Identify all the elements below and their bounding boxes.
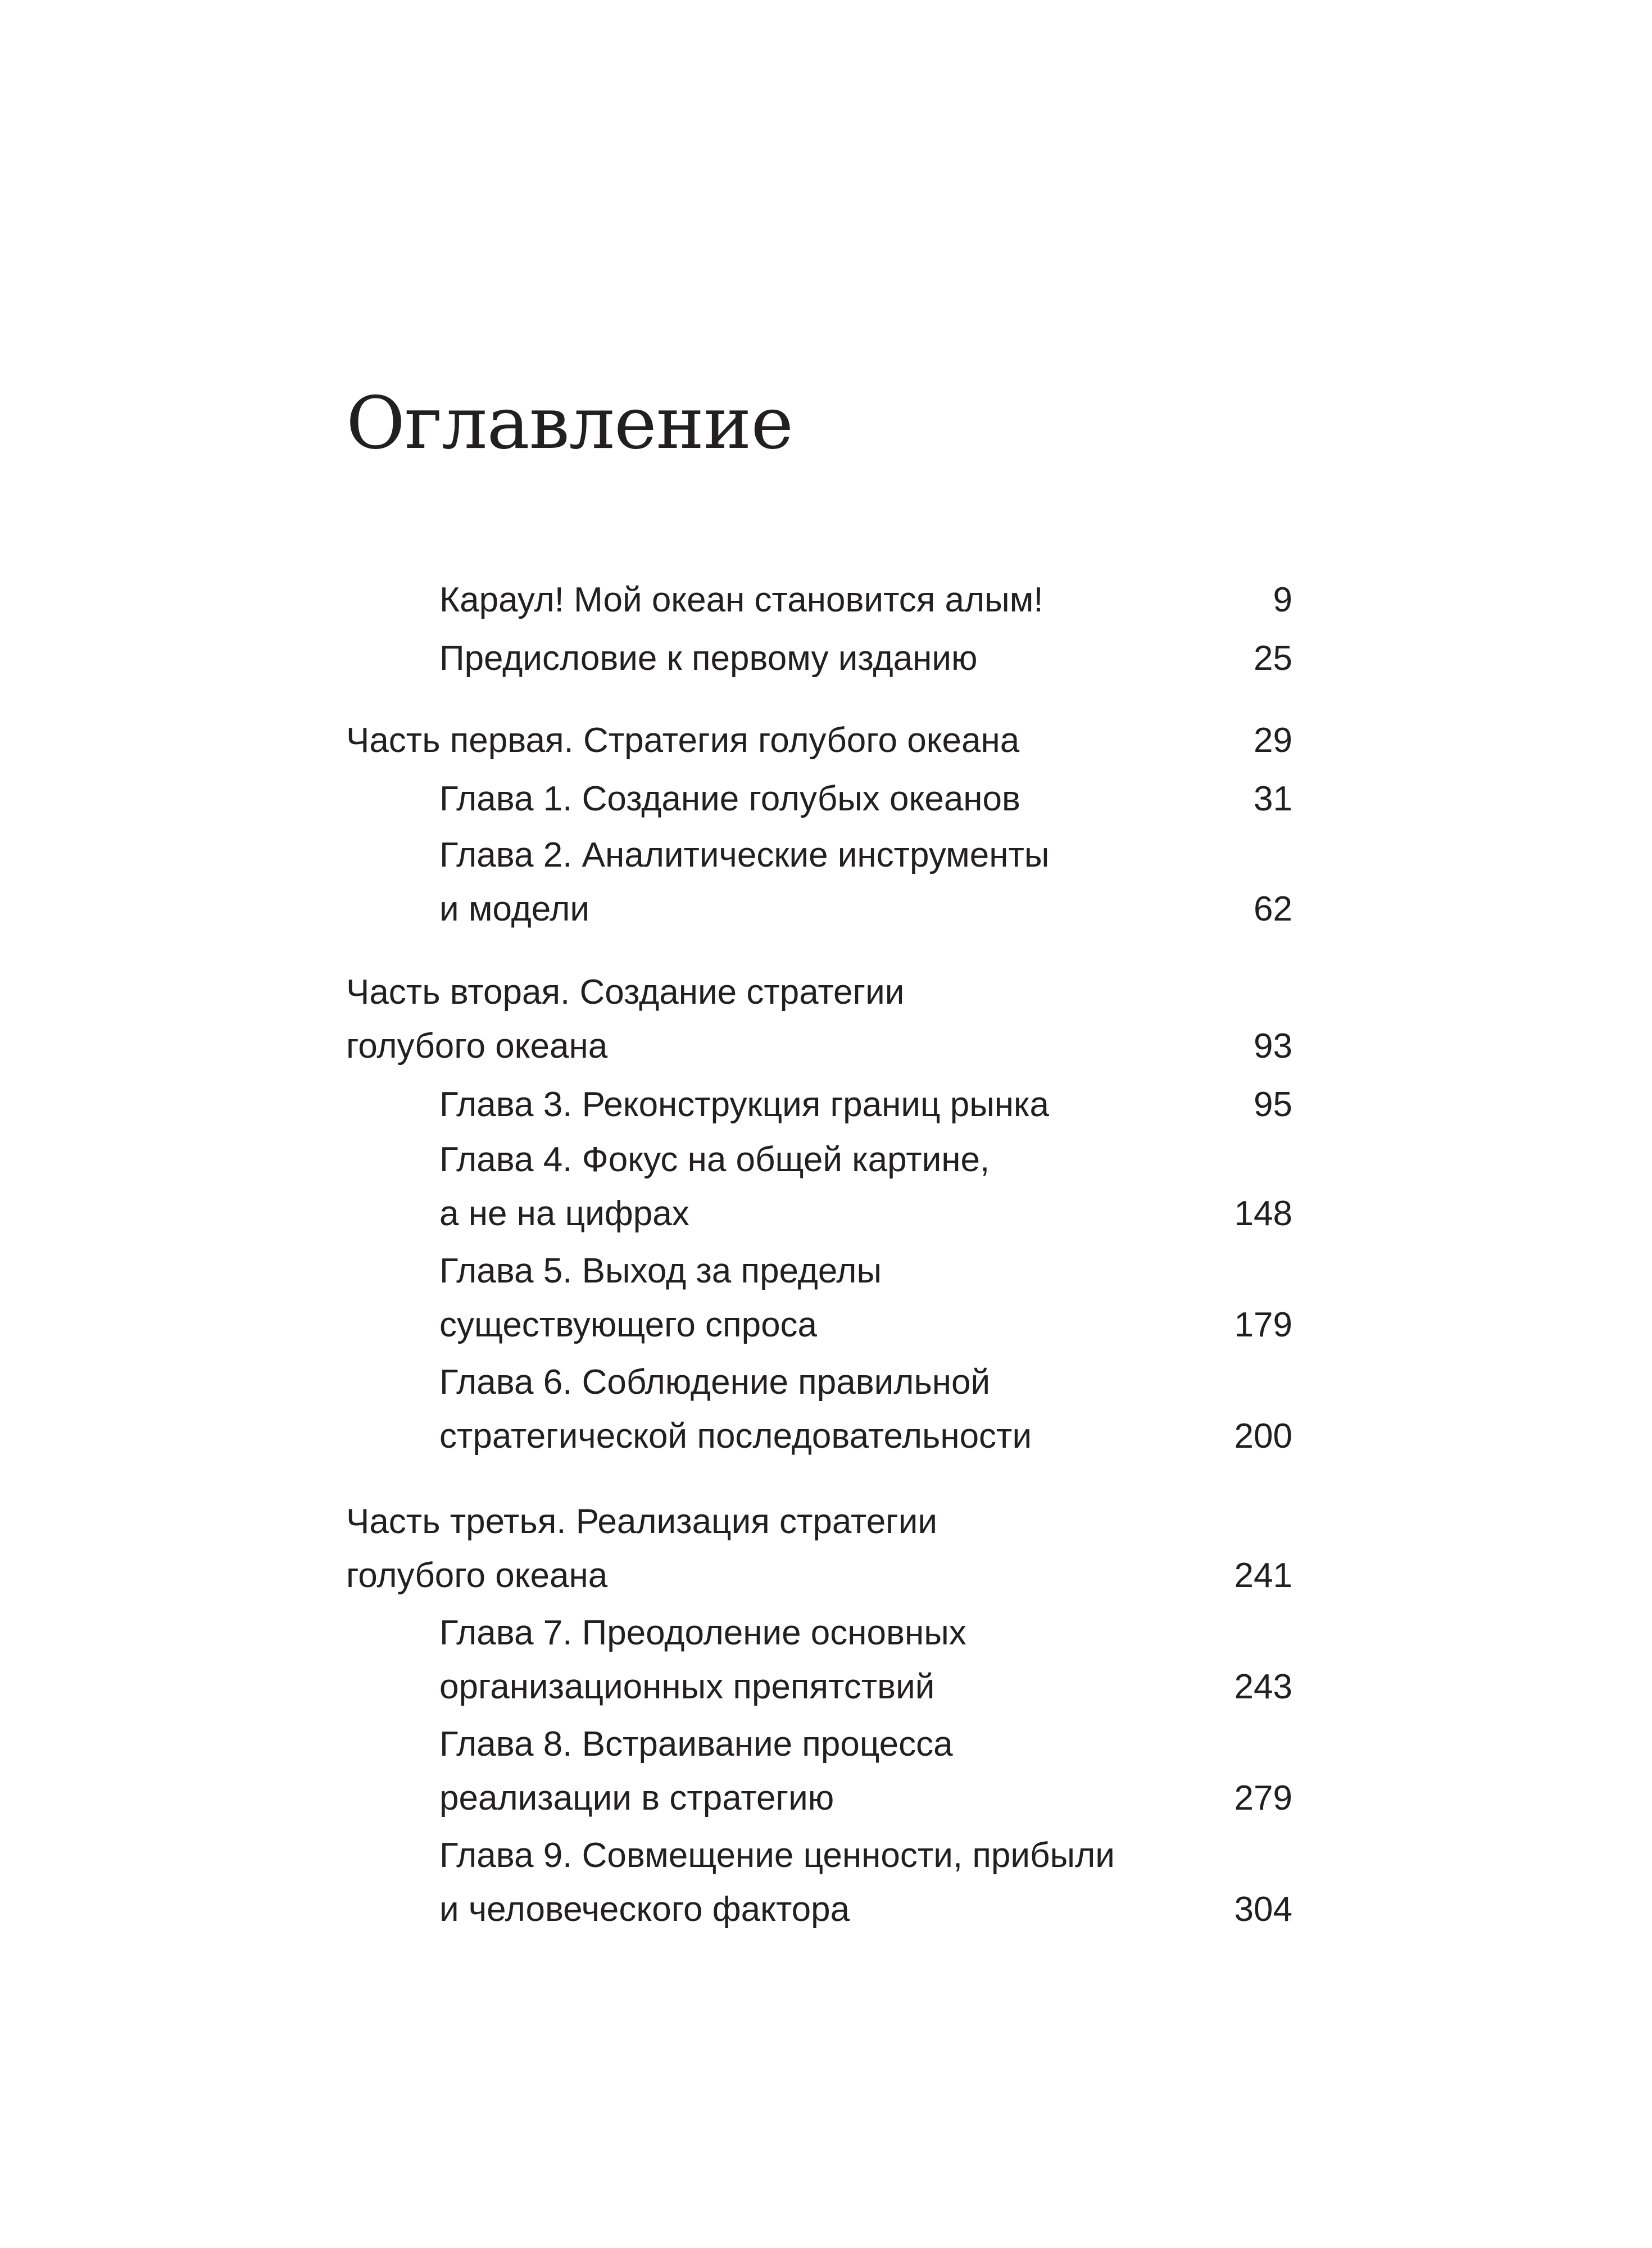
toc-entry-chapter-2[interactable] bbox=[346, 828, 1292, 936]
toc-entry-title: Глава 3. Реконструкция границ рынка bbox=[439, 1085, 1049, 1124]
toc-entry-title: Глава 9. Совмещение ценности, прибыли и человеческого фактора bbox=[439, 1836, 1115, 1929]
toc-entry-page-number: 200 bbox=[1234, 1417, 1292, 1456]
toc-entry-title: Глава 4. Фокус на общей картине, а не на цифрах bbox=[439, 1140, 990, 1233]
toc-entry-page-number: 241 bbox=[1234, 1556, 1292, 1595]
toc-entry-page-number: 279 bbox=[1234, 1779, 1292, 1818]
toc-entry-title: Глава 7. Преодоление основных организационных препятствий bbox=[439, 1614, 966, 1706]
toc-entry-page-number: 148 bbox=[1234, 1194, 1292, 1233]
toc-entry-title: Глава 8. Встраивание процесса реализации в стратегию bbox=[439, 1725, 953, 1818]
toc-entry-title: Глава 6. Соблюдение правильной стратегической последовательности bbox=[439, 1363, 1032, 1456]
toc-entry-part-one[interactable] bbox=[346, 714, 1292, 768]
toc-entry-page-number: 25 bbox=[1254, 639, 1292, 678]
toc-entry-preface-first-edition[interactable] bbox=[346, 632, 1292, 686]
toc-entry-foreword-red-ocean[interactable] bbox=[346, 573, 1292, 627]
toc-entry-title: Глава 1. Создание голубых океанов bbox=[439, 779, 1020, 818]
toc-entry-title: Глава 2. Аналитические инструменты и модели bbox=[439, 836, 1050, 928]
toc-entry-title: Часть вторая. Создание стратегии голубого океана bbox=[346, 973, 905, 1066]
toc-entry-page-number: 179 bbox=[1234, 1306, 1292, 1344]
toc-entry-page-number: 304 bbox=[1234, 1890, 1292, 1929]
toc-entry-chapter-8[interactable] bbox=[346, 1717, 1292, 1825]
toc-entry-page-number: 29 bbox=[1254, 721, 1292, 760]
toc-entry-page-number: 243 bbox=[1234, 1667, 1292, 1706]
toc-entry-chapter-3[interactable] bbox=[346, 1078, 1292, 1132]
page-title: Оглавление bbox=[346, 382, 793, 465]
toc-entry-chapter-6[interactable] bbox=[346, 1356, 1292, 1463]
toc-entry-chapter-9[interactable] bbox=[346, 1829, 1292, 1937]
toc-entry-title: Глава 5. Выход за пределы существующего спроса bbox=[439, 1252, 882, 1344]
toc-entry-title: Караул! Мой океан становится алым! bbox=[439, 581, 1043, 619]
toc-entry-page-number: 62 bbox=[1254, 890, 1292, 928]
toc-entry-chapter-1[interactable] bbox=[346, 772, 1292, 826]
toc-entry-page-number: 31 bbox=[1254, 779, 1292, 818]
toc-entry-chapter-7[interactable] bbox=[346, 1606, 1292, 1714]
toc-entry-title: Предисловие к первому изданию bbox=[439, 639, 978, 678]
toc-entry-chapter-4[interactable] bbox=[346, 1133, 1292, 1241]
toc-entry-part-three[interactable] bbox=[346, 1495, 1292, 1603]
toc-entry-title: Часть третья. Реализация стратегии голубого океана bbox=[346, 1502, 938, 1595]
toc-entry-title: Часть первая. Стратегия голубого океана bbox=[346, 721, 1020, 760]
toc-entry-chapter-5[interactable] bbox=[346, 1244, 1292, 1352]
toc-entry-page-number: 93 bbox=[1254, 1027, 1292, 1066]
toc-entry-part-two[interactable] bbox=[346, 966, 1292, 1073]
toc-entry-page-number: 95 bbox=[1254, 1085, 1292, 1124]
toc-entry-page-number: 9 bbox=[1273, 581, 1292, 619]
